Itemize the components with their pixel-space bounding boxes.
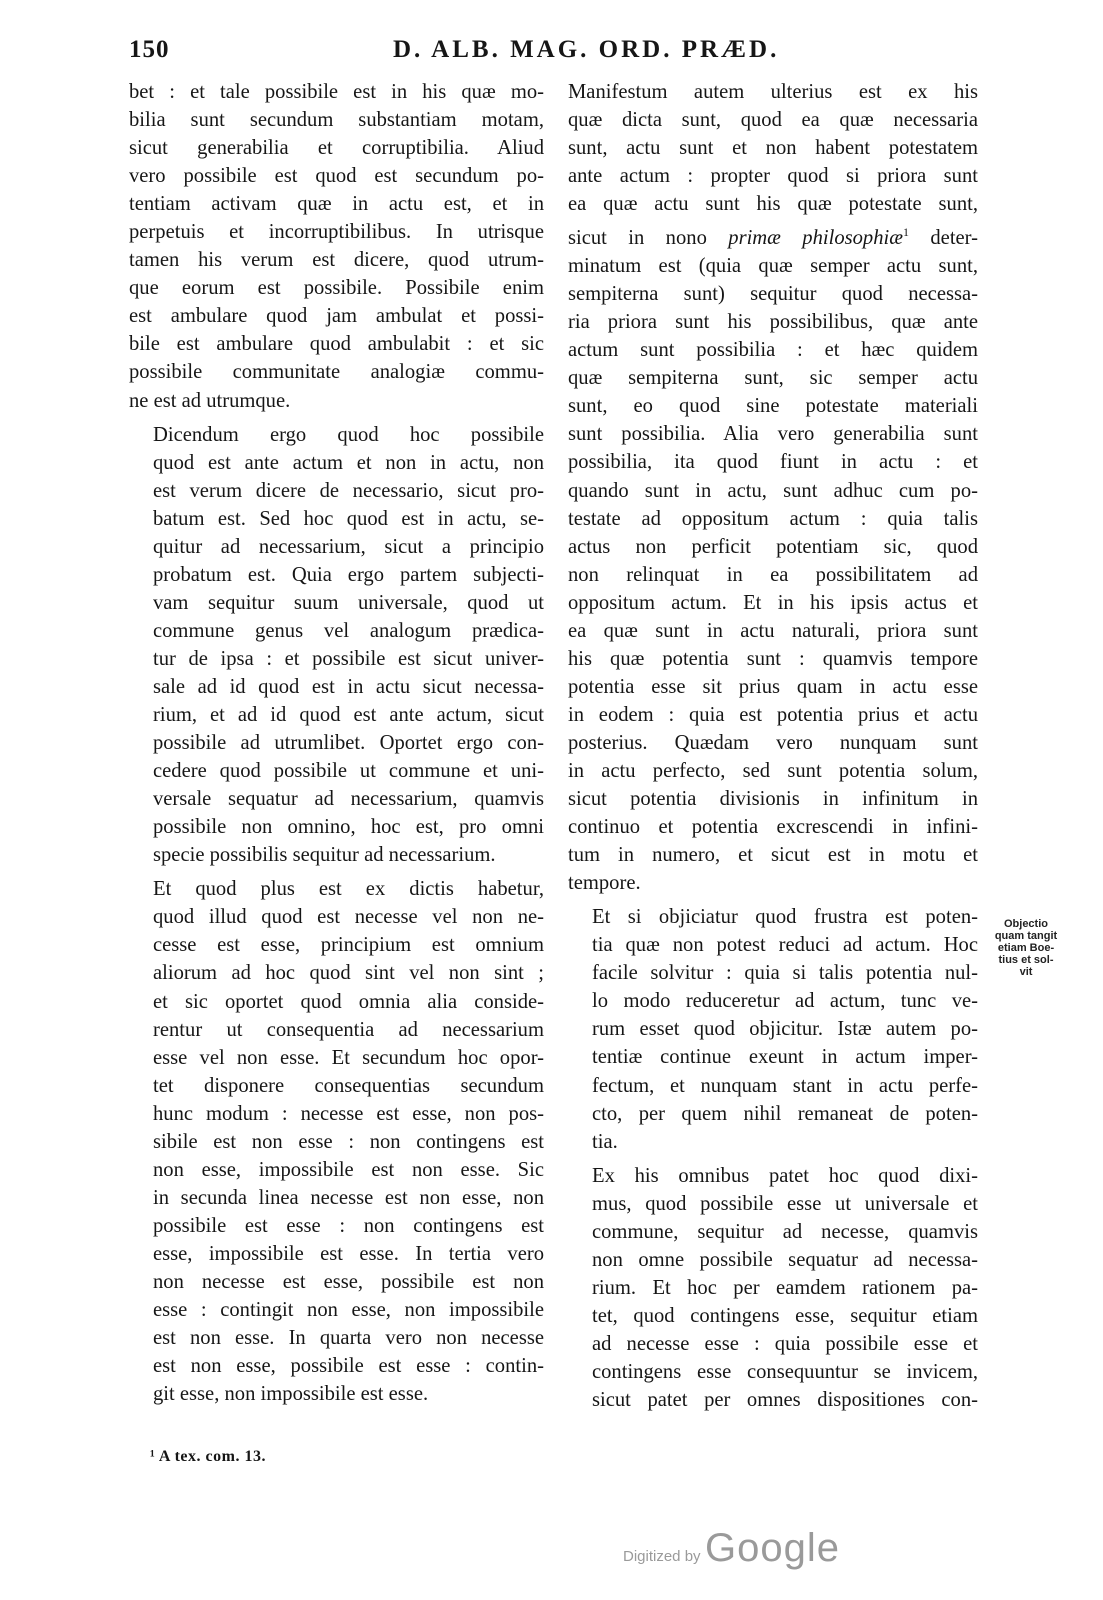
text-segment: deter-: [909, 227, 978, 250]
right-column: [568, 78, 978, 1414]
text-line: Et quod plus est ex dictis habetur,: [153, 878, 544, 901]
text-line: versale sequatur ad necessarium, quamvis: [153, 788, 544, 811]
footnote: ¹ A tex. com. 13.: [150, 1448, 266, 1465]
text-line: bilia sunt secundum substantiam motam,: [129, 109, 544, 132]
paragraph: [129, 78, 544, 415]
text-line: in eodem : quia est potentia prius et actu: [568, 703, 978, 726]
paragraph-lines: [568, 252, 978, 897]
text-line: in actu perfecto, sed sunt potentia solum,: [568, 759, 978, 782]
google-logo: Google: [705, 1526, 840, 1570]
margin-note: [981, 918, 1071, 978]
left-column: [129, 78, 544, 1408]
text-line: Dicendum ergo quod hoc possibile: [153, 423, 544, 446]
text-line: testate ad oppositum actum : quia talis: [568, 507, 978, 530]
text-line: tia quæ non potest reduci ad actum. Hoc: [592, 934, 978, 957]
text-line: git esse, non impossibile est esse.: [153, 1383, 429, 1406]
text-line: [568, 218, 978, 252]
text-line: specie possibilis sequitur ad necessarium.: [153, 844, 496, 867]
text-line: quitur ad necessarium, sicut a principio: [153, 535, 544, 558]
text-line: Manifestum autem ulterius est ex his: [568, 81, 978, 103]
paragraph-lines: [568, 78, 978, 218]
text-line: possibile communitate analogiæ commu-: [129, 361, 544, 384]
text-line: vam sequitur suum universale, quod ut: [153, 591, 544, 614]
text-line: tentiæ continue exeunt in actum imper-: [592, 1046, 978, 1069]
text-line: quæ dicta sunt, quod ea quæ necessaria: [568, 109, 978, 132]
text-line: cedere quod possibile ut commune et uni-: [153, 760, 544, 783]
text-line: ad necesse esse : quia possibile esse et: [592, 1332, 978, 1355]
text-line: lo modo reduceretur ad actum, tunc ve-: [592, 990, 978, 1013]
text-line: continuo et potentia excrescendi in infini-: [568, 816, 978, 839]
note-line: vit: [1019, 966, 1033, 978]
text-line: fectum, et nunquam stant in actu perfe-: [592, 1074, 978, 1097]
text-line: est verum dicere de necessario, sicut pro-: [153, 479, 544, 502]
text-line: bet : et tale possibile est in his quæ mo-: [129, 81, 544, 103]
text-line: possibile est esse : non contingens est: [153, 1214, 544, 1237]
text-line: aliorum ad hoc quod sint vel non sint ;: [153, 962, 544, 985]
text-line: sunt, actu sunt et non habent potestatem: [568, 137, 978, 160]
text-line: sunt, eo quod sine potestate materiali: [568, 395, 978, 418]
text-line: bile est ambulare quod ambulabit : et sic: [129, 333, 544, 356]
text-line: posterius. Quædam vero nunquam sunt: [568, 731, 978, 754]
text-line: ea quæ sunt in actu naturali, priora sunt: [568, 619, 978, 642]
text-line: non necesse est esse, possibile est non: [153, 1270, 544, 1293]
note-line: Objectio: [1003, 918, 1048, 930]
text-line: cto, per quem nihil remaneat de poten-: [592, 1102, 978, 1125]
paragraph: [129, 421, 544, 870]
text-line: tempore.: [568, 872, 641, 895]
text-line: possibile non omnino, hoc est, pro omni: [153, 816, 544, 839]
text-line: esse : contingit non esse, non impossibile: [153, 1299, 544, 1322]
text-line: commune, sequitur ad necesse, quamvis: [592, 1220, 978, 1243]
text-line: hunc modum : necesse est esse, non pos-: [153, 1102, 544, 1125]
text-line: probatum est. Quia ergo partem subjecti-: [153, 563, 544, 586]
text-line: mus, quod possibile esse ut universale et: [592, 1192, 978, 1215]
text-line: possibilia, ita quod fiunt in actu : et: [568, 451, 978, 474]
text-line: contingens esse consequuntur se invicem,: [592, 1360, 978, 1383]
text-line: rium. Et hoc per eamdem rationem pa-: [592, 1276, 978, 1299]
text-line: vero possibile est quod est secundum po-: [129, 165, 544, 188]
page-number: 150: [129, 36, 170, 63]
text-line: tet disponere consequentias secundum: [153, 1074, 544, 1097]
text-line: esse, impossibile est esse. In tertia vero: [153, 1242, 544, 1265]
text-segment: sicut in nono: [568, 227, 729, 250]
text-line: cesse est esse, principium est omnium: [153, 934, 544, 957]
text-line: potentia esse sit prius quam in actu esse: [568, 675, 978, 698]
paragraph: [129, 875, 544, 1408]
text-line: rium, et ad id quod est ante actum, sicut: [153, 704, 544, 727]
text-line: ria priora sunt his possibilibus, quæ ante: [568, 311, 978, 334]
watermark-prefix: Digitized by: [623, 1548, 701, 1565]
text-line: esse vel non esse. Et secundum hoc opor-: [153, 1046, 544, 1069]
text-line: ante actum : propter quod si priora sunt: [568, 165, 978, 188]
text-line: quod illud quod est necesse vel non ne-: [153, 906, 544, 929]
note-line: quam tangit: [994, 930, 1058, 942]
text-line: ea quæ actu sunt his quæ potestate sunt,: [568, 193, 978, 216]
text-line: in secunda linea necesse est non esse, non: [153, 1186, 544, 1209]
text-line: commune genus vel analogum prædica-: [153, 619, 544, 642]
text-line: his quæ potentia sunt : quamvis tempore: [568, 647, 978, 670]
text-line: sicut generabilia et corruptibilia. Aliud: [129, 137, 544, 160]
text-line: sicut potentia divisionis in infinitum in: [568, 788, 978, 811]
text-line: et sic oportet quod omnia alia conside-: [153, 990, 544, 1013]
text-line: possibile ad utrumlibet. Oportet ergo con-: [153, 732, 544, 755]
text-line: perpetuis et incorruptibilibus. In utrisque: [129, 221, 544, 244]
text-line: non relinquat in ea possibilitatem ad: [568, 563, 978, 586]
text-line: tur de ipsa : et possibile est sicut univer-: [153, 647, 544, 670]
note-line: etiam Boe-: [997, 942, 1055, 954]
text-line: ne est ad utrumque.: [129, 389, 291, 412]
text-line: tia.: [592, 1130, 618, 1153]
text-line: est non esse. In quarta vero non necesse: [153, 1327, 544, 1350]
text-line: batum est. Sed hoc quod est in actu, se-: [153, 507, 544, 530]
running-head: D. ALB. MAG. ORD. PRÆD.: [393, 36, 780, 63]
text-line: sunt possibilia. Alia vero generabilia sunt: [568, 423, 978, 446]
text-line: non esse, impossibile est non esse. Sic: [153, 1158, 544, 1181]
digitized-watermark: [623, 1526, 840, 1571]
text-line: actus non perficit potentiam sic, quod: [568, 535, 978, 558]
paragraph: [568, 78, 978, 897]
text-line: sempiterna sunt) sequitur quod necessa-: [568, 283, 978, 306]
text-line: facile solvitur : quia si talis potentia nul-: [592, 962, 978, 985]
text-line: quando sunt in actu, sunt adhuc cum po-: [568, 479, 978, 502]
text-line: sibile est non esse : non contingens est: [153, 1130, 544, 1153]
text-line: tamen his verum est dicere, quod utrum-: [129, 249, 544, 272]
text-line: sicut patet per omnes dispositiones con-: [592, 1389, 978, 1412]
text-line: est non esse, possibile est esse : contin-: [153, 1355, 544, 1378]
text-line: minatum est (quia quæ semper actu sunt,: [568, 255, 978, 278]
italic-title: primæ philosophiæ: [728, 227, 903, 250]
text-line: est ambulare quod jam ambulat et possi-: [129, 305, 544, 328]
text-line: tum in numero, et sicut est in motu et: [568, 844, 978, 867]
text-line: non omne possibile sequatur ad necessa-: [592, 1248, 978, 1271]
text-line: tentiam activam quæ in actu est, et in: [129, 193, 544, 216]
text-line: oppositum actum. Et in his ipsis actus et: [568, 591, 978, 614]
note-line: tius et sol-: [998, 954, 1054, 966]
text-line: sale ad id quod est in actu sicut necessa-: [153, 675, 544, 698]
text-line: que eorum est possibile. Possibile enim: [129, 277, 544, 300]
page-header: [0, 36, 1103, 76]
text-line: actum sunt possibilia : et hæc quidem: [568, 339, 978, 362]
text-line: Et si objiciatur quod frustra est poten-: [592, 906, 978, 929]
text-line: rum esset quod objicitur. Istæ autem po-: [592, 1018, 978, 1041]
paragraph: [568, 1162, 978, 1414]
text-line: tet, quod contingens esse, sequitur etiam: [592, 1304, 978, 1327]
text-line: quæ sempiterna sunt, sic semper actu: [568, 367, 978, 390]
footnote-marker: 1: [903, 225, 909, 240]
text-line: rentur ut consequentia ad necessarium: [153, 1018, 544, 1041]
text-line: Ex his omnibus patet hoc quod dixi-: [592, 1164, 978, 1187]
text-line: quod est ante actum et non in actu, non: [153, 451, 544, 474]
paragraph: [568, 903, 978, 1155]
